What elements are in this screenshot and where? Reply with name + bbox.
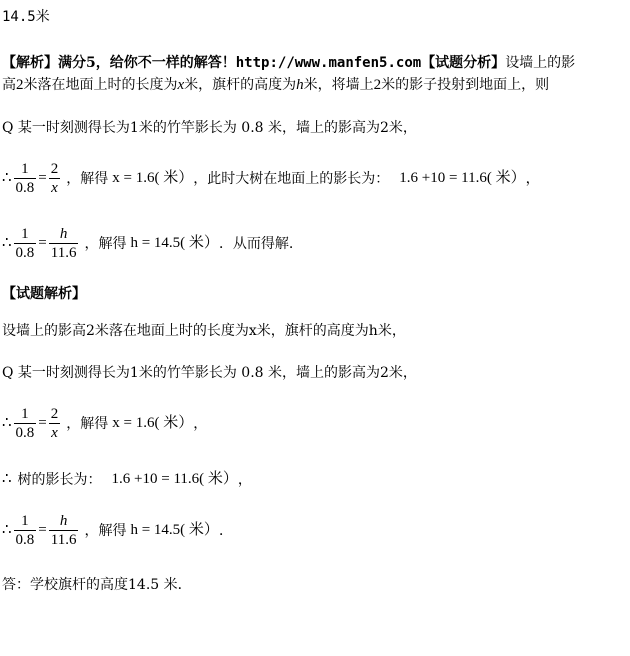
fraction <box>14 512 37 549</box>
text-segment: ，解得 <box>84 522 127 539</box>
math-value: 2 <box>373 77 382 93</box>
solution-given: Q 某一时刻测得长为1米的竹竿影长为 0.8 米，墙上的影高为2米， <box>2 365 417 381</box>
fraction-denominator: 0.8 <box>15 425 35 441</box>
fraction-numerator: 1 <box>14 160 37 179</box>
text-segment: 树的影长为： <box>17 471 102 488</box>
fraction-numerator: h <box>49 225 79 244</box>
analysis-label: 【解析】 <box>2 55 58 71</box>
equation-result: 1.6 +10 = 11.6( 米） <box>399 170 526 186</box>
math-variable: h <box>296 77 304 93</box>
fraction-denominator: x <box>51 425 58 441</box>
equals-sign: = <box>38 170 47 186</box>
therefore-symbol: ∴ <box>2 170 12 186</box>
text-segment: ， <box>525 170 540 187</box>
solution-label: 【试题解析】 <box>2 286 86 302</box>
fraction <box>14 225 37 262</box>
fraction-numerator: 1 <box>14 405 37 424</box>
analysis-equation-1 <box>2 160 540 197</box>
final-answer: 答：学校旗杆的高度14.5 米． <box>2 577 192 593</box>
fraction-denominator: 0.8 <box>15 180 35 196</box>
fraction <box>49 225 79 262</box>
text-segment: ， <box>237 471 252 488</box>
analysis-given: Q 某一时刻测得长为1米的竹竿影长为 0.8 米，墙上的影高为2米， <box>2 120 417 136</box>
fraction-numerator: 2 <box>50 161 59 177</box>
fraction <box>49 405 61 442</box>
text-segment: ， <box>193 415 208 432</box>
equation-result: x = 1.6( 米） <box>112 415 194 431</box>
solution-equation-2 <box>2 512 233 549</box>
fraction-denominator: x <box>51 180 58 196</box>
fraction-numerator: 2 <box>50 406 59 422</box>
text-segment: 高 <box>2 77 16 93</box>
fraction-numerator: h <box>49 512 79 531</box>
solution-shadow-line <box>2 472 252 487</box>
math-value: 2 <box>16 77 24 93</box>
fraction <box>49 512 79 549</box>
section-label-analysis: 【试题分析】 <box>421 55 506 71</box>
analysis-line1-tail: 设墙上的影 <box>505 55 576 71</box>
fraction-denominator: 11.6 <box>50 245 77 261</box>
answer-top: 14.5米 <box>2 9 50 25</box>
equation-result: h = 14.5( 米） <box>130 235 219 251</box>
equation-result: 1.6 +10 = 11.6( 米） <box>111 471 238 487</box>
equals-sign: = <box>38 235 47 251</box>
text-segment: ．从而得解. <box>218 235 294 252</box>
equation-result: h = 14.5( 米） <box>130 522 219 538</box>
analysis-line2 <box>2 78 549 93</box>
fraction <box>49 160 61 197</box>
text-segment: ，解得 <box>66 170 109 187</box>
math-variable: x <box>177 77 185 93</box>
fraction-denominator: 11.6 <box>50 532 77 548</box>
text-segment: ，解得 <box>66 415 109 432</box>
text-segment: 米，旗杆的高度为 <box>184 77 297 93</box>
score-note: 满分5，给你不一样的解答！ <box>58 55 236 71</box>
text-segment: ，解得 <box>84 235 127 252</box>
fraction-numerator: 1 <box>14 225 37 244</box>
fraction-numerator: 1 <box>14 512 37 531</box>
equation-result: x = 1.6( 米） <box>112 170 194 186</box>
equals-sign: = <box>38 522 47 538</box>
therefore-symbol: ∴ <box>2 471 12 487</box>
text-segment: ，此时大树在地面上的影长为： <box>193 170 390 187</box>
solution-equation-1 <box>2 405 207 442</box>
text-segment: 米的影子投射到地面上，则 <box>381 77 550 93</box>
therefore-symbol: ∴ <box>2 415 12 431</box>
fraction <box>14 160 37 197</box>
therefore-symbol: ∴ <box>2 235 12 251</box>
fraction-denominator: 0.8 <box>15 532 35 548</box>
therefore-symbol: ∴ <box>2 522 12 538</box>
text-segment: 米，将墙上 <box>303 77 374 93</box>
analysis-header <box>2 56 575 70</box>
analysis-equation-2 <box>2 225 293 262</box>
equals-sign: = <box>38 415 47 431</box>
text-segment: 米落在地面上时的长度为 <box>23 77 178 93</box>
solution-line1: 设墙上的影高2米落在地面上时的长度为x米，旗杆的高度为h米， <box>2 323 406 339</box>
text-segment: ． <box>218 522 233 539</box>
source-url: http://www.manfen5.com <box>235 55 422 71</box>
fraction-denominator: 0.8 <box>15 245 35 261</box>
fraction <box>14 405 37 442</box>
